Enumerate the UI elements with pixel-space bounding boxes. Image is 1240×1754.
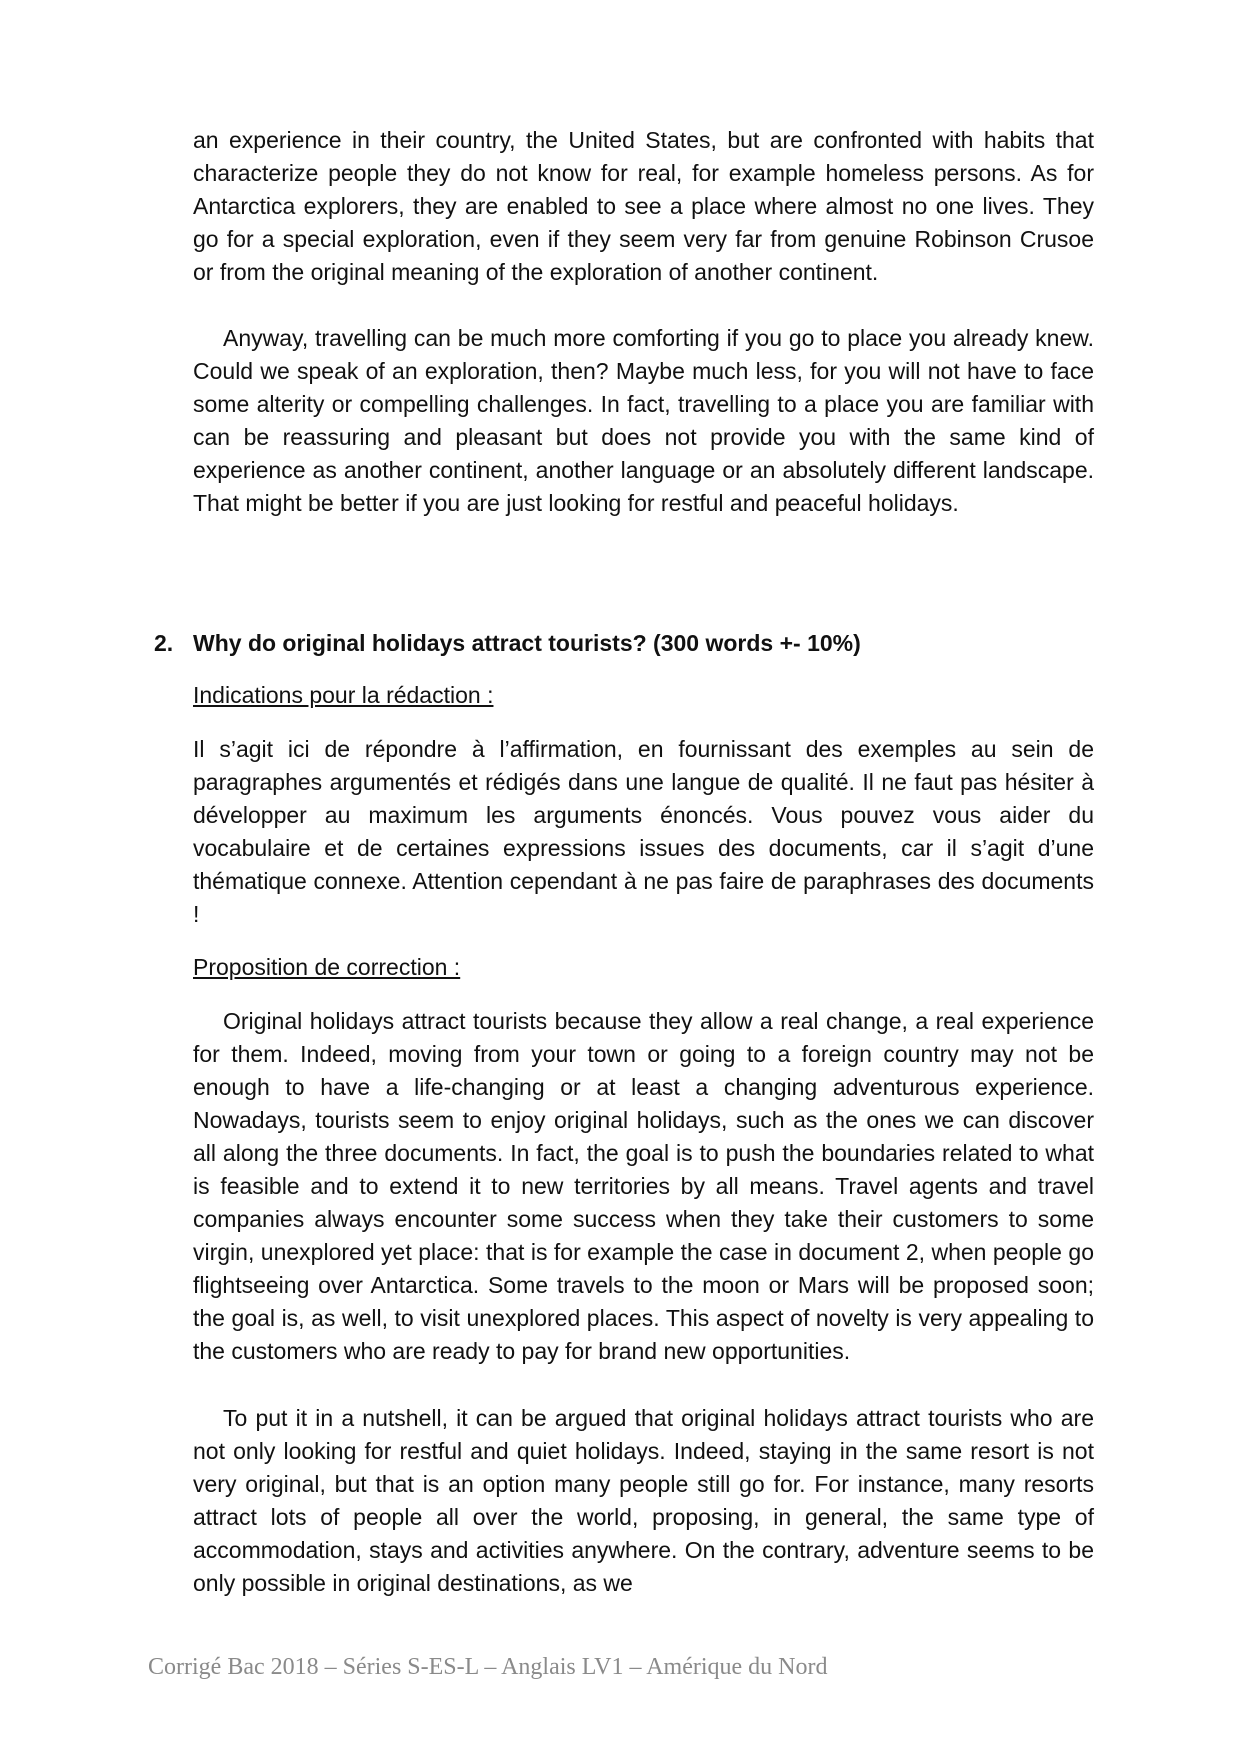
- page-footer: Corrigé Bac 2018 – Séries S-ES-L – Anglais LV1 – Amérique du Nord: [148, 1654, 828, 1680]
- paragraph-experience-continuation: an experience in their country, the United States, but are confronted with habits that characterize people they do not know for real, for example homeless persons. As for Antarctica explorers, they are enabled to see a place where almost no one lives. They go for a special exploration, even if they seem very far from genuine Robinson Crusoe or from the original meaning of the exploration of another continent.: [193, 127, 1094, 285]
- paragraph-travelling-familiar-place: Anyway, travelling can be much more comforting if you go to place you already knew. Could we speak of an exploration, then? Maybe much less, for you will not have to face some alterity or compelling challenges. In fact, travelling to a place you are familiar with can be reassuring and pleasant but does not provide you with the same kind of experience as another continent, another language or an absolutely different landscape. That might be better if you are just looking for restful and peaceful holidays.: [193, 325, 1094, 516]
- correction-heading: Proposition de correction :: [193, 954, 461, 980]
- question-text: Why do original holidays attract tourists? (300 words +- 10%): [193, 630, 861, 656]
- question-heading: [154, 627, 1104, 660]
- indications-paragraph: Il s’agit ici de répondre à l’affirmation, en fournissant des exemples au sein de paragraphes argumentés et rédigés dans une langue de qualité. Il ne faut pas hésiter à développer au maximum les arguments énoncés. Vous pouvez vous aider du vocabulaire et de certaines expressions issues des documents, car il s’agit d’une thématique connexe. Attention cependant à ne pas faire de paraphrases des documents !: [193, 736, 1094, 927]
- indications-heading: Indications pour la rédaction :: [193, 682, 494, 708]
- correction-paragraph-2: To put it in a nutshell, it can be argued that original holidays attract tourists who are not only looking for restful and quiet holidays. Indeed, staying in the same resort is not very original, but that is an option many people still go for. For instance, many resorts attract lots of people all over the world, proposing, in general, the same type of accommodation, stays and activities anywhere. On the contrary, adventure seems to be only possible in original destinations, as we: [193, 1405, 1094, 1596]
- question-number: 2.: [154, 630, 174, 656]
- correction-paragraph-1: Original holidays attract tourists because they allow a real change, a real experience for them. Indeed, moving from your town or going to a foreign country may not be enough to have a life-changing or at least a changing adventurous experience. Nowadays, tourists seem to enjoy original holidays, such as the ones we can discover all along the three documents. In fact, the goal is to push the boundaries related to what is feasible and to extend it to new territories by all means. Travel agents and travel companies always encounter some success when they take their customers to some virgin, unexplored yet place: that is for example the case in document 2, when people go flightseeing over Antarctica. Some travels to the moon or Mars will be proposed soon; the goal is, as well, to visit unexplored places. This aspect of novelty is very appealing to the customers who are ready to pay for brand new opportunities.: [193, 1008, 1094, 1364]
